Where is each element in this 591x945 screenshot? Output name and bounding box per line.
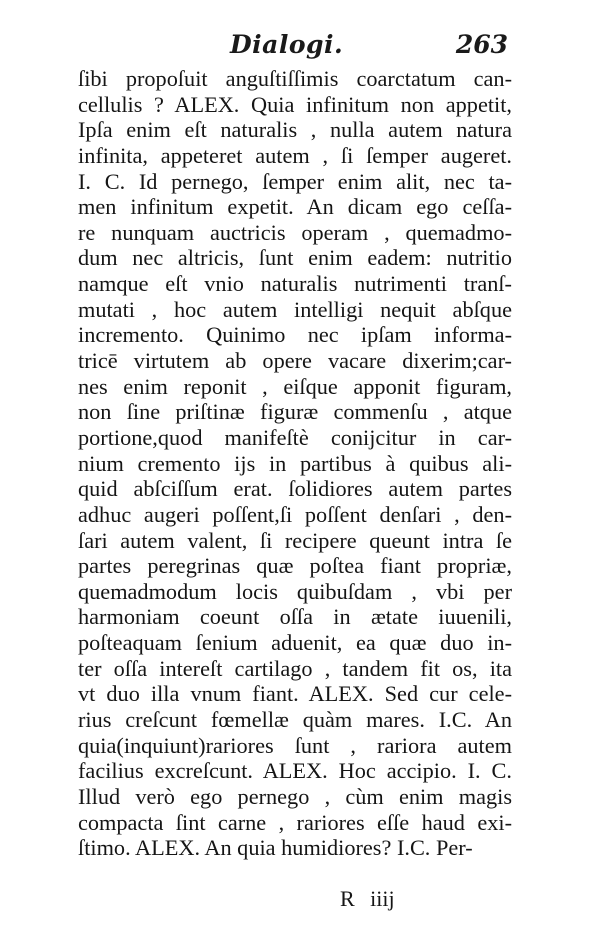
page-number: 263 bbox=[455, 30, 508, 59]
text-line: re nunquam auctricis operam , quemadmo- bbox=[78, 219, 512, 245]
text-line: poſteaquam ſenium aduenit, ea quæ duo in- bbox=[78, 630, 512, 656]
text-line: ſari autem valent, ſi recipere queunt intra ſe bbox=[78, 527, 512, 553]
text-line: quia(inquiunt)rariores ſunt , rariora autem bbox=[78, 732, 512, 758]
text-line: Illud verò ego pernego , cùm enim magis bbox=[78, 783, 512, 809]
text-line: cellulis ? ALEX. Quia infinitum non appetit, bbox=[78, 91, 512, 117]
text-line: I. C. Id pernego, ſemper enim alit, nec ta- bbox=[78, 168, 512, 194]
text-line: compacta ſint carne , rariores eſſe haud exi- bbox=[78, 809, 512, 835]
signature-mark: R iiij bbox=[340, 886, 395, 911]
text-line: ſibi propoſuit anguſtiſſimis coarctatum can- bbox=[78, 66, 512, 91]
text-line: adhuc augeri poſſent,ſi poſſent denſari , den- bbox=[78, 501, 512, 527]
text-line: quemadmodum locis quibuſdam , vbi per bbox=[78, 578, 512, 604]
text-line: rius creſcunt fœmellæ quàm mares. I.C. An bbox=[78, 707, 512, 733]
text-line: Ipſa enim eſt naturalis , nulla autem natura bbox=[78, 117, 512, 143]
body-text bbox=[78, 66, 512, 861]
running-title: Dialogi. bbox=[230, 30, 344, 59]
text-line: facilius excreſcunt. ALEX. Hoc accipio. I. C. bbox=[78, 758, 512, 784]
text-line: ſtimo. ALEX. An quia humidiores? I.C. Per- bbox=[78, 835, 473, 861]
text-line: portione,quod manifeſtè conijcitur in car- bbox=[78, 424, 512, 450]
text-line: non ſine priſtinæ figuræ commenſu , atque bbox=[78, 399, 512, 425]
page-header bbox=[80, 30, 510, 66]
text-line: infinita, appeteret autem , ſi ſemper augeret. bbox=[78, 142, 512, 168]
text-line: mutati , hoc autem intelligi nequit abſque bbox=[78, 296, 512, 322]
text-line: partes peregrinas quæ poſtea fiant propriæ, bbox=[78, 553, 512, 579]
text-line: nium cremento ijs in partibus à quibus ali- bbox=[78, 450, 512, 476]
text-line: harmoniam coeunt oſſa in ætate iuuenili, bbox=[78, 604, 512, 630]
text-line: nes enim reponit , eiſque apponit figuram, bbox=[78, 373, 512, 399]
text-line: men infinitum expetit. An dicam ego ceſſa- bbox=[78, 194, 512, 220]
text-line: namque eſt vnio naturalis nutrimenti tranſ- bbox=[78, 271, 512, 297]
text-line: incremento. Quinimo nec ipſam informa- bbox=[78, 322, 512, 348]
text-line: ter oſſa intereſt cartilago , tandem fit os, ita bbox=[78, 655, 512, 681]
text-line: quid abſciſſum erat. ſolidiores autem partes bbox=[78, 476, 512, 502]
text-line: vt duo illa vnum fiant. ALEX. Sed cur cele- bbox=[78, 681, 512, 707]
text-line: dum nec altricis, ſunt enim eadem: nutritio bbox=[78, 245, 512, 271]
text-line: tricē virtutem ab opere vacare dixerim;car- bbox=[78, 348, 512, 374]
